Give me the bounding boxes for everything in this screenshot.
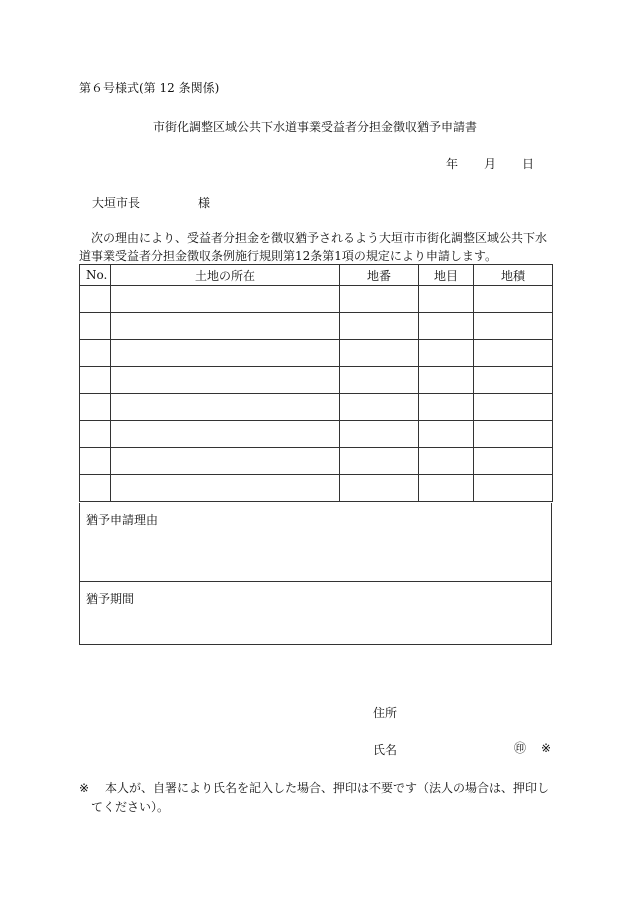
date-year: 年: [446, 157, 459, 171]
reason-label: 猶予申請理由: [86, 513, 159, 527]
footnote-text: 本人が、自署により氏名を記入した場合、押印は不要です（法人の場合は、押印してください）。: [91, 781, 550, 814]
table-cell[interactable]: [111, 475, 340, 502]
table-cell[interactable]: [80, 313, 111, 340]
table-cell[interactable]: [111, 286, 340, 313]
addressee-honorific: 様: [198, 196, 211, 210]
addressee: [92, 194, 210, 211]
addressee-name: 大垣市長: [92, 196, 141, 210]
header-lot-number: 地番: [340, 265, 419, 286]
table-cell[interactable]: [419, 340, 474, 367]
table-cell[interactable]: [340, 340, 419, 367]
table-row: [80, 394, 553, 421]
table-cell[interactable]: [80, 475, 111, 502]
page-title: 市街化調整区域公共下水道事業受益者分担金徴収猶予申請書: [152, 120, 477, 134]
table-row: [80, 421, 553, 448]
table-cell[interactable]: [419, 286, 474, 313]
table-cell[interactable]: [340, 286, 419, 313]
date-month: 月: [484, 157, 497, 171]
note-mark: ※: [541, 741, 552, 755]
date-line: [446, 155, 534, 172]
table-cell[interactable]: [419, 475, 474, 502]
reason-field[interactable]: [79, 503, 552, 582]
table-cell[interactable]: [474, 340, 553, 367]
table-cell[interactable]: [474, 475, 553, 502]
header-no: No.: [80, 265, 111, 286]
footnote: [79, 779, 559, 817]
table-cell[interactable]: [340, 475, 419, 502]
table-cell[interactable]: [474, 313, 553, 340]
table-cell[interactable]: [80, 394, 111, 421]
table-cell[interactable]: [419, 367, 474, 394]
table-cell[interactable]: [111, 394, 340, 421]
table-cell[interactable]: [80, 367, 111, 394]
table-cell[interactable]: [111, 421, 340, 448]
table-cell[interactable]: [111, 367, 340, 394]
table-cell[interactable]: [419, 394, 474, 421]
header-land-category: 地目: [419, 265, 474, 286]
table-row: [80, 286, 553, 313]
header-location: 土地の所在: [111, 265, 340, 286]
table-cell[interactable]: [474, 286, 553, 313]
date-day: 日: [522, 157, 535, 171]
table-cell[interactable]: [111, 340, 340, 367]
table-cell[interactable]: [419, 421, 474, 448]
table-row: [80, 313, 553, 340]
table-cell[interactable]: [419, 313, 474, 340]
table-cell[interactable]: [474, 367, 553, 394]
name-label: 氏名: [373, 743, 398, 757]
period-field[interactable]: [79, 582, 552, 645]
table-cell[interactable]: [474, 394, 553, 421]
table-row: [80, 340, 553, 367]
table-row: [80, 475, 553, 502]
seal-icon: ㊞: [514, 741, 527, 755]
table-cell[interactable]: [80, 421, 111, 448]
table-cell[interactable]: [111, 448, 340, 475]
application-statement: 次の理由により、受益者分担金を徴収猶予されるよう大垣市市街化調整区域公共下水道事業受益者分担金徴収条例施行規則第12条第1項の規定により申請します。: [79, 231, 548, 263]
form-number: 第６号様式(第 12 条関係): [79, 81, 220, 95]
table-cell[interactable]: [419, 448, 474, 475]
table-cell[interactable]: [111, 313, 340, 340]
address-label: 住所: [373, 706, 398, 720]
table-cell[interactable]: [474, 448, 553, 475]
table-cell[interactable]: [340, 367, 419, 394]
table-row: [80, 367, 553, 394]
table-cell[interactable]: [340, 448, 419, 475]
table-cell[interactable]: [340, 313, 419, 340]
period-label: 猶予期間: [86, 592, 135, 606]
table-cell[interactable]: [340, 394, 419, 421]
table-row: [80, 448, 553, 475]
table-cell[interactable]: [340, 421, 419, 448]
table-cell[interactable]: [474, 421, 553, 448]
table-cell[interactable]: [80, 286, 111, 313]
table-header-row: [80, 265, 553, 286]
table-cell[interactable]: [80, 448, 111, 475]
land-table: [79, 264, 553, 502]
table-cell[interactable]: [80, 340, 111, 367]
footnote-mark: ※: [79, 781, 90, 795]
header-area: 地積: [474, 265, 553, 286]
